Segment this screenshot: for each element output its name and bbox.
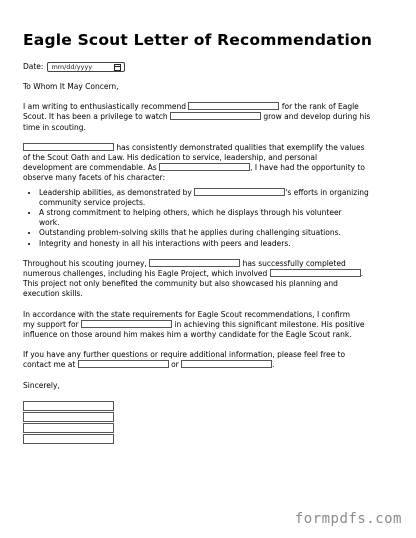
text: contact me at	[23, 360, 76, 370]
scout-name-field-4[interactable]	[194, 188, 285, 196]
date-label: Date:	[23, 61, 44, 71]
text: community service projects.	[39, 197, 146, 207]
text: numerous challenges, including his Eagle Project, which involved	[23, 269, 268, 279]
title-field[interactable]	[23, 423, 114, 433]
text: time in scouting.	[23, 122, 86, 132]
paragraph-intro	[23, 102, 395, 133]
list-item	[39, 208, 395, 228]
contact-phone-field[interactable]	[78, 360, 169, 368]
text: work.	[39, 218, 60, 228]
text: Leadership abilities, as demonstrated by	[39, 187, 192, 197]
name-field[interactable]	[23, 412, 114, 422]
text: , I have had the opportunity to	[250, 163, 366, 173]
paragraph-contact	[23, 350, 395, 370]
text: In accordance with the state requirements for Eagle Scout recommendations, I confirm	[23, 309, 350, 319]
scout-name-field-2[interactable]	[170, 112, 261, 120]
scout-name-field-1[interactable]	[188, 102, 279, 110]
text: influence on those around him makes him a worthy candidate for the Eagle Scout rank.	[23, 330, 352, 340]
organization-field[interactable]	[23, 434, 114, 444]
scout-name-field-5[interactable]	[149, 259, 240, 267]
date-field[interactable]	[47, 62, 125, 72]
text: .	[360, 269, 364, 279]
salutation: To Whom It May Concern,	[23, 82, 119, 91]
project-description-field[interactable]	[270, 269, 364, 279]
text: A strong commitment to helping others, which he displays through his volunteer	[39, 208, 342, 218]
signature-field[interactable]	[23, 401, 114, 411]
list-item	[39, 188, 395, 208]
text: I am writing to enthusiastically recommend	[23, 102, 187, 112]
date-placeholder: mm/dd/yyyy	[51, 62, 93, 71]
contact-email-field[interactable]	[181, 360, 275, 370]
closing: Sincerely,	[23, 380, 60, 390]
text: has consistently demonstrated qualities that exemplify the values	[116, 142, 365, 152]
text: in achieving this significant milestone. His positive	[174, 319, 365, 329]
text: my support for	[23, 319, 79, 329]
text: Scout. It has been a privilege to watch	[23, 112, 168, 122]
text: Throughout his scouting journey,	[23, 258, 147, 268]
text: observe many facets of his character:	[23, 173, 166, 183]
text: has successfully completed	[242, 258, 346, 268]
page-title: Eagle Scout Letter of Recommendation	[23, 31, 373, 49]
text: for the rank of Eagle	[281, 102, 359, 112]
watermark: formpdfs.com	[294, 510, 402, 527]
character-list	[23, 188, 395, 249]
text: of the Scout Oath and Law. His dedication to service, leadership, and personal	[23, 153, 318, 163]
list-item: • Outstanding problem-solving skills that he applies during challenging situations.	[39, 228, 395, 238]
signature-block	[23, 401, 395, 444]
text: development are commendable. As	[23, 163, 157, 173]
letter-form	[23, 30, 395, 445]
paragraph-state-requirements	[23, 310, 395, 341]
relationship-field[interactable]	[159, 163, 250, 171]
text: grow and develop during his	[263, 112, 371, 122]
calendar-icon[interactable]	[114, 64, 121, 71]
list-item: • Integrity and honesty in all his interactions with peers and leaders.	[39, 239, 395, 249]
date-row	[23, 61, 395, 73]
paragraph-qualities	[23, 143, 395, 184]
text: If you have any further questions or require additional information, please feel free to	[23, 350, 346, 360]
text: This project not only benefited the community but also showcased his planning and	[23, 279, 338, 289]
text: 's efforts in organizing	[285, 187, 369, 197]
text: execution skills.	[23, 289, 83, 299]
scout-name-field-3[interactable]	[23, 143, 114, 151]
text: .	[272, 360, 275, 370]
scout-name-field-6[interactable]	[81, 320, 172, 328]
paragraph-journey	[23, 259, 395, 300]
text: or	[171, 360, 179, 370]
